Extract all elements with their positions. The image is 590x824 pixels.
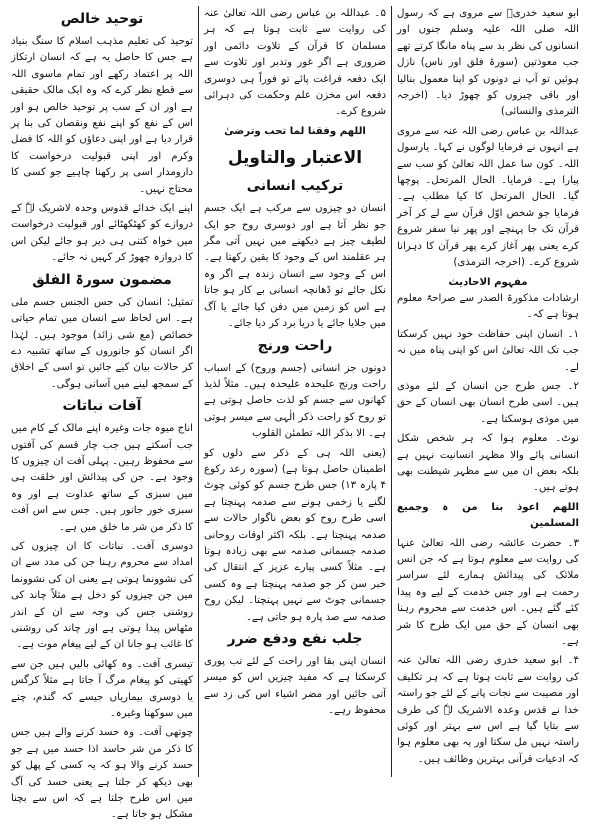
aafat-text-1: اناج میوہ جات وغیرہ اپنے مالک کے کام میں جب آسکتے ہیں جب چار قسم کی آفتوں سے محفوظ رہیں۔ پہلی آفت ان چیزوں کا وجود ہے۔ جن کی پیدائش اور خلقت ہی میں سبزی کے ساتھ عداوت ہے اور وہ سبزی خور جانور ہیں۔ جس سے اس آفت کا ذکر من شر ما خلق میں ہے۔ xyxy=(11,423,193,533)
section-heading-surah-falaq: مضمون سورۃ الفلق xyxy=(32,271,172,288)
section-heading-jalb-e-nafa: جلب نفع ودفع ضرر xyxy=(227,631,363,647)
tauheed-text-2: اپنے ایک خدائے قدوس وحدہ لاشریک لہٗ کے دروازے کو کھٹکھٹائے اور قبولیت درخواست میں خواہ کتنی ہی دیر ہو جائے لیکن اس کا دروازہ چھوڑ کر کہیں نہ جائے۔ xyxy=(11,203,193,264)
point-1: ۱۔ انسان اپنی حفاظت خود نہیں کرسکتا جب تک اللہ تعالیٰ اس کو اپنی پناہ میں نہ لے۔ xyxy=(397,328,579,373)
point-5: ۵۔ عبداللہ بن عباس رضی اللہ تعالیٰ عنہ کی روایت سے ثابت ہوتا ہے کہ ہر مسلمان کا قرآن کے تلاوت دائمی اور ضروری ہے اگر غور وتدبر اور تلاوت سے ایک دفعہ فراغت پائے تو فوراً ہی دوسری دفعہ اس مخزن علم وحکمت کی دہرائی شروع کرے۔ xyxy=(204,8,386,118)
section-heading-rahat-o-ranj: راحت ورنج xyxy=(257,337,333,354)
aafat-text-3: تیسری آفت۔ وہ کھائی بالیں ہیں جن سے کھیتی کو پیغام مرگ آ جاتا ہے مثلاً کرگس یا دوسری بیماریاں جیسے کہ گندم، چنے میں سوکھنا وغیرہ۔ xyxy=(11,658,193,720)
aafat-text-2: دوسری آفت۔ نباتات کا ان چیزوں کی امداد سے محروم رہنا جن کی مدد سے ان کی نشوونما ہوتی ہے یعنی ان کی نشوونما میں جن چیزوں کو دخل ہے مثلاً چاند کی روشنی جس کی وجہ سے ان کے اندر مٹھاس پیدا ہوتی ہے اور چاند کی روشنی کا غائب ہو جانا ان کے لیے پیغام موت ہے۔ xyxy=(11,540,193,651)
dua-line: اللھم وفقنا لما تحب وترضیٰ xyxy=(224,125,366,137)
tarkeeb-insani-text: انسان دو چیزوں سے مرکب ہے ایک جسم جو نظر آتا ہے اور دوسری روح جو ایک لطیف چیز ہے دیکھنے میں نہیں آتی مگر ہر عقلمند اس کے وجود کا یقین رکھتا ہے۔ اس کے وجود سے انسان زندہ ہے اگر وہ نکل جائے تو ڈھانچہ انسانی بے کار ہو جاتا ہے اس کو زمین میں دفن کیا جائے یا آگ میں جلایا جائے یا دریا برد کر دیا جائے۔ xyxy=(204,203,386,330)
point-3: ۳۔ حضرت عائشہ رضی اللہ تعالیٰ عنہا کی روایت سے معلوم ہوتا ہے کہ جن انس ملائک کی پیدائش ہمارے لئے سراسر رحمت ہے اور جس خدمت کے لیے وہ پیدا کئے گئے ہیں۔ اس خدمت سے محروم رہنا بھی انسان کے حق میں ایک طرح کا شر ہے۔ xyxy=(397,537,579,648)
hadith-ibn-abbas: عبداللہ بن عباس رضی اللہ عنہ سے مروی ہے انہوں نے فرمایا لوگوں نے کہا۔ یارسول اللہ۔ کون سا عمل اللہ تعالیٰ کو سب سے پیارا ہے۔ فرمایا۔ الحال المرتحل۔ پوچھا گیا۔ الحال المرتحل کا کیا مطلب ہے۔ فرمایا جو شخص اوّل قرآن سے لے کر آخر قرآن تک جا پہنچے اور پھر نیا سفر شروع کرے یعنی پھر آغاز کرے پھر قرآن کا دہرانا شروع کرے۔ (اخرجہ الترمذی) xyxy=(397,125,579,269)
jalb-e-nafa-text: انسان اپنی بقا اور راحت کے لئے تب پوری کرسکتا ہے کہ مفید چیزیں اس کو میسر آتی جائیں اور مضر اشیاء اس کی زد سے محفوظ رہے۔ xyxy=(204,656,386,717)
hadith-meaning-intro: ارشادات مذکورۃ الصدر سے صراحۃً معلوم ہوتا ہے کہ۔ xyxy=(397,292,579,321)
section-heading-aafat: آفات نباتات xyxy=(62,398,142,415)
right-column xyxy=(392,6,584,777)
rahat-o-ranj-text: دونوں جز انسانی (جسم وروح) کے اسباب راحت ورنج علیحدہ علیحدہ ہیں۔ مثلاً لذیذ کھانوں سے جسم کو لذت حاصل ہوتی ہے تو روح کو راحت ذکر الٰہی سے میسر ہوتی ہے۔ الا بذکر اللہ تطمئن القلوب xyxy=(204,362,386,440)
aafat-text-4: چوتھی آفت۔ وہ حسد کرنے والے ہیں جس کا ذکر من شر حاسد اذا حسد میں ہے جو حسد کرنے والا ہو کہ یہ کسی کے پھل کو بھی دیکھ کر جلتا ہے یعنی حسد کی آگ میں اس طرح جلتا ہے کہ اس سے بچنا مشکل ہو جاتا ہے۔ xyxy=(11,727,193,821)
point-4: ۴۔ ابو سعید خدری رضی اللہ تعالیٰ عنہ کی روایت سے ثابت ہوتا ہے کہ ہر تکلیف اور مصیبت سے نجات پانے کے لئے جو راستہ خدا نے قدس وعدہ الاشریک لہٗ کی طرف سے بتایا گیا ہے اس سے بہتر اور کوئی راستہ نہیں مل سکتا اور یہ بھی معلوم ہوا کہ ادعیات قرآنی بہترین وظائف ہیں۔ xyxy=(397,655,579,765)
point-2: ۲۔ جس طرح جن انسان کے لئے موذی ہیں۔ اسی طرح انسان بھی انسان کے حق میں موذی ہوسکتا ہے۔ xyxy=(397,380,579,425)
section-heading-tauheed: توحید خالص xyxy=(60,11,144,27)
tauheed-text: توحید کی تعلیم مذہب اسلام کا سنگ بنیاد ہے جس کا حاصل یہ ہے کہ انسان ارتکاز اللہ پر اعتماد رکھے اور تمام ماسوی اللہ سے قطع نظر کرے کہ وہ ایک مالک حقیقی ہے اور ان کے سب پر توحید خالص ہو اور اس کے نفع کو اپنے نفع ونقصان کی بنا پر قرار دیا ہے اور اپنی دعاؤں کو اللہ کا فضل وکرم اور اپنی قبولیت درخواست کا دارومدار اسی پر رکھنا چاہیے جو کسی کا محتاج نہیں۔ xyxy=(11,36,193,195)
middle-column xyxy=(199,6,392,777)
prayer-line: اللھم اعوذ بنا من ہ وجمیع المسلمین xyxy=(397,501,579,530)
left-column xyxy=(6,6,199,821)
rahat-o-ranj-text-2: (یعنی اللہ ہی کے ذکر سے دلوں کو اطمینان حاصل ہوتا ہے) (سورہ رعد رکوع ۴ پارہ ۱۳) جس طرح جسم کو کوئی چوٹ لگنے یا زخمی ہونے سے صدمہ پہنچتا ہے اسی طرح روح کو بعض ناگوار حالات سے صدمہ پہنچتا ہے۔ بلکہ اکثر اوقات روحانی صدمہ جسمانی صدمہ سے بھی زیادہ ہوتا ہے۔ مثلاً کسی پیارے عزیز کے انتقال کی خبر سن کر جو صدمہ پہنچتا ہے وہ کسی جسمانی چوٹ سے نہیں پہنچتا۔ لیکن روح صدمہ سے صد پارہ ہو جاتی ہے۔ xyxy=(204,447,386,623)
note-paragraph: نوٹ۔ معلوم ہوا کہ ہر شخص شکل انسانی پائے والا مظہر انسانیت نہیں ہے بلکہ بعض ان میں سے مظہر شیطنت بھی ہوتے ہیں۔ xyxy=(397,433,579,494)
section-heading-tarkeeb-insani: ترکیب انسانی xyxy=(246,178,344,195)
hadith-meaning-title: مفہوم الاحادیث xyxy=(448,276,528,288)
surah-falaq-text: تمثیل: انسان کی جس الجنس جسم ملی ہے۔ اس لحاظ سے انسان میں تمام حیاتی خصائص (مع شی زائد) موجود ہیں۔ لہٰذا اگر انسان کو جانوروں کے ساتھ تشبیہ دے کر حالات بیان کیے جائیں تو اسی کے اخلاق کے سمجھ لینے میں آسانی ہوگی۔ xyxy=(11,296,193,390)
hadith-abu-saeed: ابو سعید خدریؓ سے مروی ہے کہ رسول اللہ صلی اللہ علیہ وسلم جنوں اور انسانوں کی نظر بد سے پناہ مانگا کرتے تھے جب معوذتین (سورۃ فلق اور ناس) نازل ہوئیں تو آپ نے دونوں کو اپنا معمول بنالیا اور باقی چیزوں کو چھوڑ دیا۔ (اخرجہ الترمذی والنسائی) xyxy=(397,8,579,118)
section-heading-al-itibar: الاعتبار والتاویل xyxy=(227,148,363,169)
